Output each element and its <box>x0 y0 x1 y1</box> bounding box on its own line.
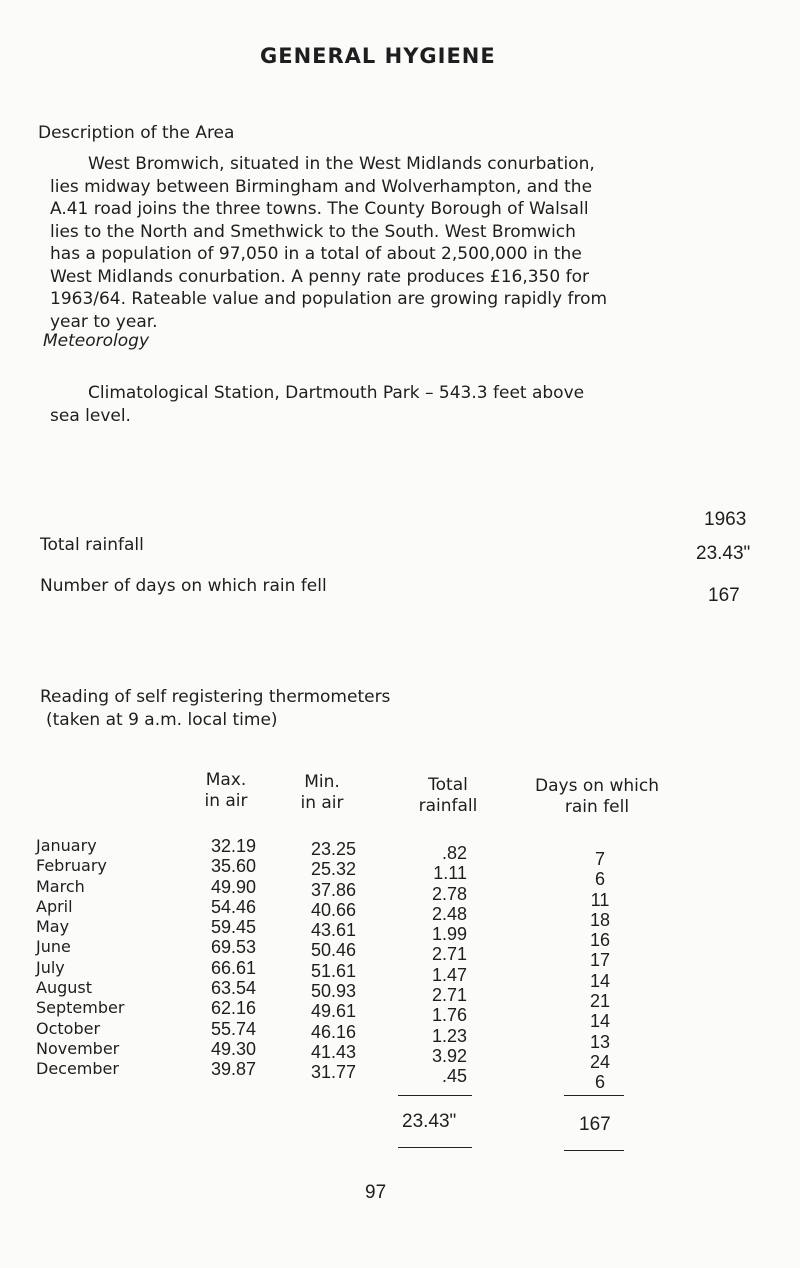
rainfall-value: 1.76 <box>431 1005 467 1026</box>
days-value: 21 <box>589 991 611 1012</box>
max-value: 49.90 <box>210 876 256 897</box>
month-label: February <box>36 856 107 876</box>
days-value: 14 <box>589 1011 611 1032</box>
max-value: 66.61 <box>210 957 256 978</box>
rainfall-value: 1.11 <box>433 863 467 884</box>
paragraph-line: has a population of 97,050 in a total of about 2,500,000 in the <box>50 244 582 264</box>
min-value: 41.43 <box>310 1041 356 1062</box>
station-line: sea level. <box>50 405 131 426</box>
thermometer-heading <box>40 686 390 731</box>
days-total-value: 167 <box>579 1114 611 1135</box>
days-value: 7 <box>594 849 605 869</box>
rainfall-value: .82 <box>441 843 467 863</box>
month-label: April <box>36 896 73 916</box>
days-value: 13 <box>589 1031 611 1052</box>
max-value: 62.16 <box>210 998 256 1019</box>
month-label: June <box>36 937 71 957</box>
month-column <box>36 836 124 1080</box>
min-value: 37.86 <box>310 879 356 900</box>
max-value: 69.53 <box>210 937 256 958</box>
min-value: 46.16 <box>310 1021 356 1042</box>
min-value: 50.46 <box>310 940 356 961</box>
days-value: 17 <box>589 950 611 971</box>
days-value: 6 <box>594 1072 605 1093</box>
header-max: Max. in air <box>204 770 248 811</box>
days-value: 16 <box>589 930 611 951</box>
rainfall-value: 1.99 <box>431 924 467 945</box>
paragraph-line: West Bromwich, situated in the West Midlands conurbation, <box>88 154 595 174</box>
month-label: January <box>36 836 97 855</box>
area-description <box>50 153 607 333</box>
section-title: Description of the Area <box>38 123 235 143</box>
month-label: March <box>36 876 85 896</box>
rainfall-total-value: 23.43" <box>402 1111 457 1132</box>
paragraph-line: A.41 road joins the three towns. The County Borough of Walsall <box>50 199 589 219</box>
thermometer-heading-line: Reading of self registering thermometers <box>40 687 391 707</box>
rain-days-value: 167 <box>708 585 740 606</box>
max-value: 49.30 <box>210 1038 256 1059</box>
days-double-rule <box>564 1150 624 1151</box>
max-value: 39.87 <box>210 1059 256 1080</box>
header-total-rainfall: Total rainfall <box>418 775 478 816</box>
max-value: 59.45 <box>210 917 256 938</box>
station-info <box>50 382 584 427</box>
max-value: 54.46 <box>210 896 256 917</box>
rainfall-total-rule <box>398 1095 472 1096</box>
paragraph-line: 1963/64. Rateable value and population are growing rapidly from <box>50 289 608 309</box>
meteorology-title: Meteorology <box>43 331 150 351</box>
min-value: 25.32 <box>310 859 356 880</box>
min-column <box>290 839 356 1083</box>
days-value: 24 <box>589 1051 611 1072</box>
min-value: 40.66 <box>310 899 356 920</box>
max-column <box>190 836 256 1080</box>
days-total-rule <box>564 1095 624 1096</box>
rain-days-column <box>580 849 620 1093</box>
max-value: 32.19 <box>210 836 256 856</box>
page-heading: GENERAL HYGIENE <box>260 44 496 68</box>
year-header: 1963 <box>704 509 747 530</box>
days-value: 14 <box>589 970 611 991</box>
max-value: 55.74 <box>210 1018 256 1039</box>
days-value: 11 <box>590 889 610 910</box>
paragraph-line: year to year. <box>50 311 158 332</box>
header-rain-days: Days on which rain fell <box>535 776 659 817</box>
paragraph-line: lies midway between Birmingham and Wolverhampton, and the <box>50 176 593 197</box>
min-value: 23.25 <box>310 839 356 859</box>
total-rainfall-label: Total rainfall <box>40 535 144 555</box>
paragraph-line: lies to the North and Smethwick to the South. West Bromwich <box>50 221 576 242</box>
min-value: 51.61 <box>310 960 356 981</box>
rainfall-value: 2.71 <box>431 985 467 1006</box>
rainfall-value: .45 <box>441 1066 467 1087</box>
month-label: October <box>36 1018 101 1038</box>
month-label: December <box>36 1059 119 1079</box>
header-min: Min. in air <box>300 772 344 813</box>
rainfall-value: 2.78 <box>431 883 467 904</box>
rainfall-value: 1.23 <box>431 1025 467 1046</box>
thermometer-heading-line: (taken at 9 a.m. local time) <box>46 709 278 730</box>
rainfall-column <box>415 843 467 1087</box>
page-number: 97 <box>365 1182 387 1203</box>
days-value: 6 <box>594 869 605 890</box>
rainfall-value: 2.71 <box>431 944 467 965</box>
min-value: 49.61 <box>310 1001 356 1022</box>
month-label: July <box>36 957 65 977</box>
max-value: 35.60 <box>210 856 256 877</box>
rain-days-label: Number of days on which rain fell <box>40 576 327 596</box>
paragraph-line: West Midlands conurbation. A penny rate produces £16,350 for <box>50 266 589 287</box>
rainfall-value: 3.92 <box>431 1045 467 1066</box>
max-value: 63.54 <box>210 978 256 999</box>
total-rainfall-value: 23.43" <box>696 543 751 564</box>
month-label: August <box>36 978 92 998</box>
month-label: September <box>36 998 125 1018</box>
min-value: 31.77 <box>310 1062 356 1083</box>
rainfall-value: 1.47 <box>431 964 467 985</box>
station-line: Climatological Station, Dartmouth Park – 543.3 feet above <box>88 383 585 403</box>
days-value: 18 <box>589 909 611 930</box>
min-value: 43.61 <box>310 920 356 941</box>
min-value: 50.93 <box>310 981 356 1002</box>
month-label: May <box>36 917 70 937</box>
rainfall-value: 2.48 <box>431 903 467 924</box>
rainfall-double-rule <box>398 1147 472 1148</box>
month-label: November <box>36 1038 120 1058</box>
